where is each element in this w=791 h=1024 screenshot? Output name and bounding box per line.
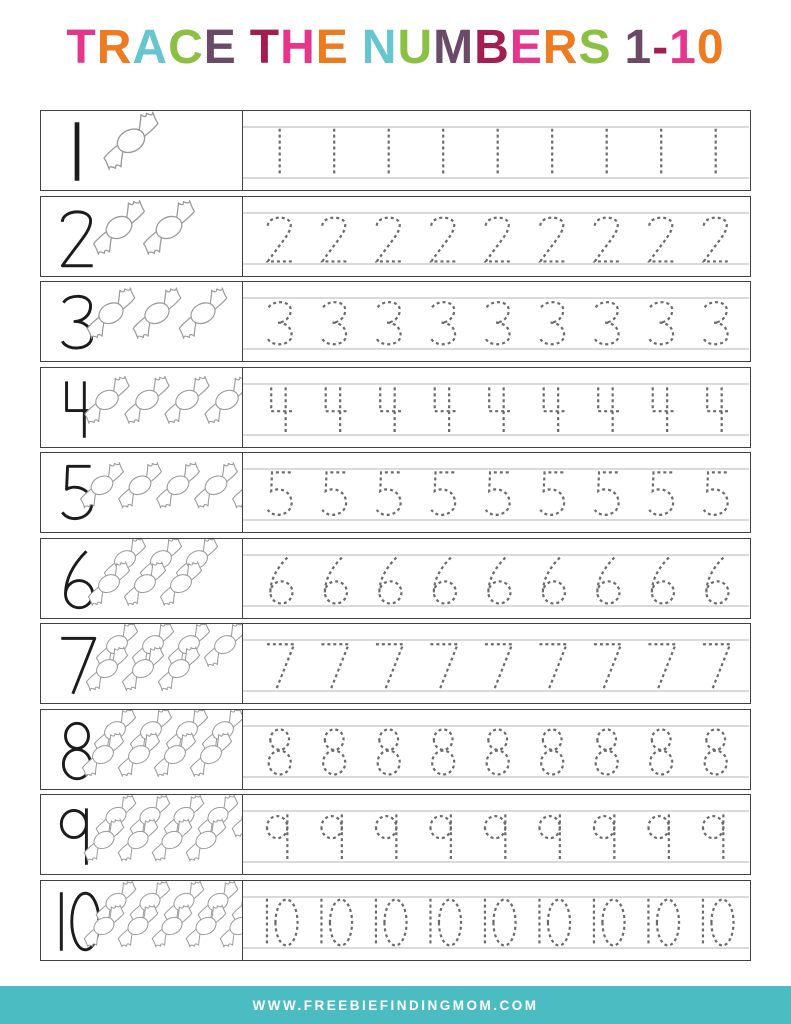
dashed-number: [649, 472, 673, 514]
dashed-number: [326, 387, 349, 433]
tracing-area: [243, 282, 749, 360]
dashed-number: [321, 814, 341, 860]
dashed-number: [376, 644, 403, 689]
tracing-area: [243, 795, 749, 873]
dashed-number: [380, 387, 403, 433]
dashed-number: [378, 729, 400, 774]
tracing-cell: [243, 624, 750, 703]
dashed-number: [268, 217, 293, 261]
dashed-number: [376, 814, 396, 860]
dashed-number: [430, 814, 450, 860]
dashed-number: [269, 729, 291, 774]
dashed-number: [594, 644, 621, 689]
dashed-number: [322, 217, 347, 261]
dashed-number: [544, 387, 567, 433]
dashed-number: [435, 387, 458, 433]
dashed-number: [705, 729, 727, 774]
dashed-number: [704, 302, 728, 344]
dashed-number: [648, 814, 668, 860]
dashed-number: [704, 472, 728, 514]
dashed-number: [488, 557, 510, 603]
worksheet-row: [40, 281, 751, 362]
dashed-number: [431, 217, 456, 261]
dashed-number: [541, 729, 563, 774]
tracing-cell: [243, 453, 750, 532]
dashed-number: [377, 217, 402, 261]
worksheet-row: [40, 880, 751, 961]
dashed-number: [321, 644, 348, 689]
worksheet-table: [40, 110, 751, 965]
footer-bar: [0, 986, 791, 1024]
tracing-area: [243, 111, 749, 189]
dashed-number: [487, 729, 509, 774]
dashed-number: [595, 302, 619, 344]
number-cell: [41, 453, 243, 532]
dashed-number: [321, 898, 352, 946]
number-cell: [41, 111, 243, 190]
number-cell: [41, 368, 243, 447]
title-letter: R: [96, 21, 133, 74]
dashed-number: [379, 557, 401, 603]
dashed-number: [486, 472, 510, 514]
number-cell: [41, 710, 243, 789]
worksheet-row: [40, 623, 751, 704]
dashed-number: [653, 387, 676, 433]
dashed-number: [649, 217, 674, 261]
dashed-number: [377, 302, 401, 344]
number-cell: [41, 881, 243, 960]
title-letter: 1: [669, 21, 697, 74]
dashed-number: [377, 472, 401, 514]
worksheet-row: [40, 110, 751, 191]
dashed-number: [268, 472, 292, 514]
title-letter: H: [280, 21, 316, 74]
tracing-area: [243, 368, 749, 446]
title-letter: T: [66, 21, 97, 74]
tracing-cell: [243, 368, 750, 447]
title-letter: B: [474, 21, 510, 74]
dashed-number: [703, 644, 730, 689]
title-letter: -: [652, 21, 670, 74]
title-letter: U: [397, 21, 434, 74]
dashed-number: [485, 644, 512, 689]
dashed-number: [270, 557, 292, 603]
dashed-number: [322, 472, 346, 514]
page-title: [0, 22, 791, 75]
dashed-number: [539, 814, 559, 860]
dashed-number: [648, 644, 675, 689]
dashed-number: [431, 472, 455, 514]
title-letter: S: [578, 21, 612, 74]
title-letter: R: [542, 21, 579, 74]
dashed-number: [486, 302, 510, 344]
number-cell: [41, 197, 243, 276]
dashed-number: [486, 217, 511, 261]
worksheet-row: [40, 794, 751, 875]
dashed-number: [595, 472, 619, 514]
title-letter: T: [249, 21, 281, 74]
dashed-number: [703, 814, 723, 860]
dashed-number: [540, 217, 565, 261]
title-letter: E: [203, 21, 237, 74]
title-letter: A: [132, 21, 169, 74]
number-cell: [41, 795, 243, 874]
tracing-cell: [243, 710, 750, 789]
dashed-number: [430, 644, 457, 689]
dashed-number: [376, 898, 407, 946]
dashed-number: [648, 898, 679, 946]
dashed-number: [539, 898, 570, 946]
tracing-cell: [243, 795, 750, 874]
dashed-number: [650, 729, 672, 774]
candy-icon: [91, 111, 171, 176]
number-cell: [41, 282, 243, 361]
dashed-number: [485, 814, 505, 860]
title-letter: E: [315, 21, 349, 74]
dashed-number: [595, 217, 620, 261]
worksheet-row: [40, 196, 751, 277]
dashed-number: [485, 898, 516, 946]
dashed-number: [704, 217, 729, 261]
dashed-number: [540, 472, 564, 514]
title-letter: M: [433, 21, 475, 74]
tracing-area: [243, 881, 749, 959]
dashed-number: [543, 557, 565, 603]
dashed-number: [431, 302, 455, 344]
worksheet-row: [40, 452, 751, 533]
title-letter: 1: [624, 21, 653, 74]
dashed-number: [598, 387, 621, 433]
dashed-number: [325, 557, 347, 603]
dashed-number: [707, 387, 730, 433]
dashed-number: [271, 387, 294, 433]
title-letter: 0: [696, 21, 725, 74]
dashed-number: [267, 898, 298, 946]
tracing-area: [243, 624, 749, 702]
tracing-cell: [243, 111, 750, 190]
dashed-number: [652, 557, 674, 603]
dashed-number: [268, 302, 292, 344]
dashed-number: [596, 729, 618, 774]
dashed-number: [539, 644, 566, 689]
worksheet-row: [40, 367, 751, 448]
title-letter: E: [509, 21, 543, 74]
tracing-cell: [243, 282, 750, 361]
dashed-number: [703, 898, 734, 946]
tracing-area: [243, 453, 749, 531]
tracing-cell: [243, 197, 750, 276]
solid-number: [54, 120, 100, 183]
tracing-area: [243, 539, 749, 617]
dashed-number: [489, 387, 512, 433]
dashed-number: [322, 302, 346, 344]
footer-url: WWW.FREEBIEFINDINGMOM.COM: [252, 997, 539, 1013]
dashed-number: [267, 644, 294, 689]
worksheet-row: [40, 538, 751, 619]
number-cell: [41, 624, 243, 703]
title-letter: N: [361, 21, 398, 74]
number-cell: [41, 539, 243, 618]
dashed-number: [594, 898, 625, 946]
tracing-area: [243, 197, 749, 275]
tracing-cell: [243, 881, 750, 960]
dashed-number: [323, 729, 345, 774]
worksheet-row: [40, 709, 751, 790]
dashed-number: [540, 302, 564, 344]
tracing-area: [243, 710, 749, 788]
dashed-number: [649, 302, 673, 344]
dashed-number: [432, 729, 454, 774]
dashed-number: [430, 898, 461, 946]
dashed-number: [597, 557, 619, 603]
tracing-cell: [243, 539, 750, 618]
dashed-number: [267, 814, 287, 860]
dashed-number: [706, 557, 728, 603]
dashed-number: [594, 814, 614, 860]
dashed-number: [434, 557, 456, 603]
title-letter: C: [168, 21, 204, 74]
